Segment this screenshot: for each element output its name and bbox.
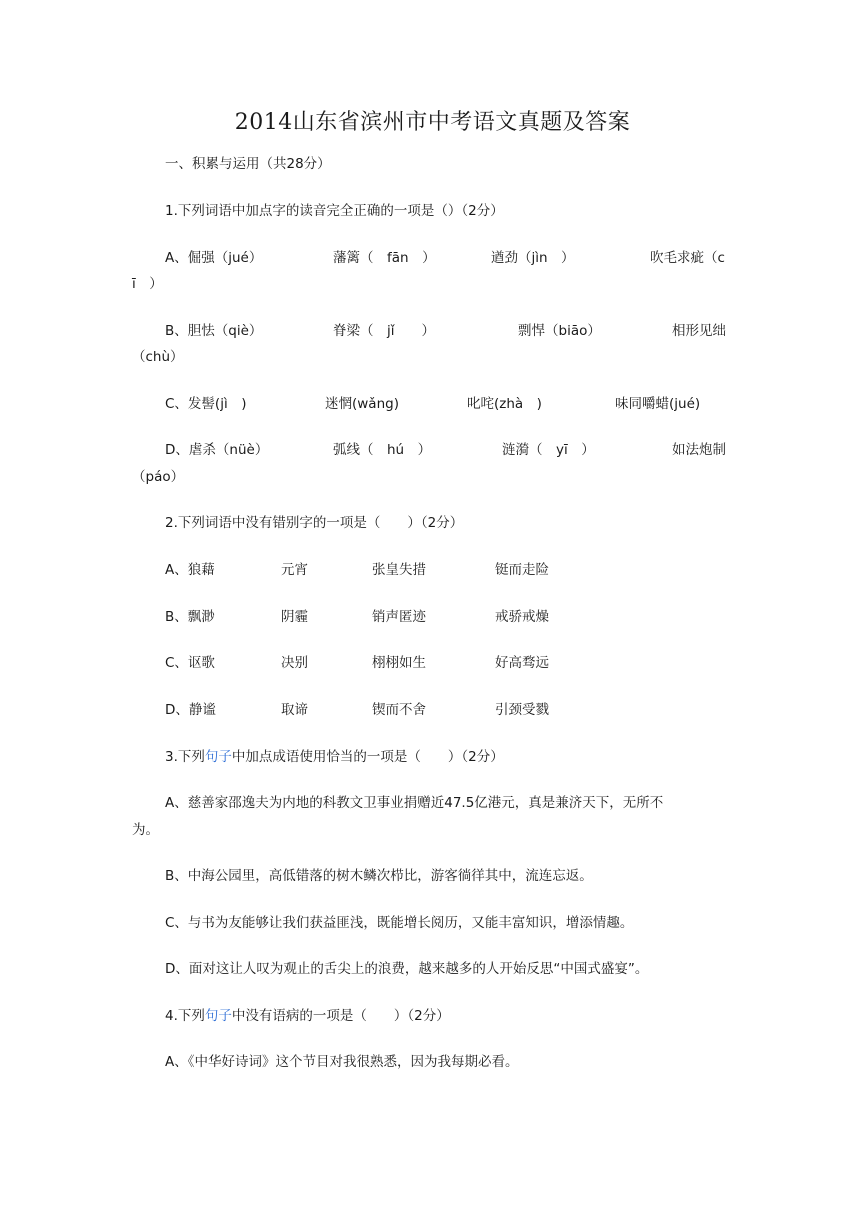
question-1-option-d-wrap: （páo） [132,469,185,485]
q2-d-word-4: 引颈受戮 [495,702,549,718]
section-heading: 一、积累与运用（共28分） [165,156,331,172]
q2-a-word-3: 张皇失措 [372,562,426,578]
q2-a-word-1: A、狼藉 [165,562,215,578]
question-2-stem: 2.下列词语中没有错别字的一项是（ ）（2分） [165,515,464,531]
question-4-stem [165,1006,450,1026]
q3-sentence-link[interactable]: 句子 [204,749,232,765]
q3-stem-post: 中加点成语使用恰当的一项是（ ）（2分） [231,749,504,765]
q2-b-word-1: B、飘渺 [165,609,215,625]
question-3-option-a-wrap: 为。 [132,822,159,838]
option-a-word-1: A、倔强（jué） [165,250,263,266]
q2-c-word-4: 好高骛远 [495,655,549,671]
q2-d-word-3: 锲而不舍 [372,702,426,718]
q2-b-word-3: 销声匿迹 [372,609,426,625]
option-c-word-4: 味同嚼蜡(jué) [615,396,701,412]
q4-stem-pre: 4.下列 [165,1008,205,1024]
q2-c-word-3: 栩栩如生 [372,655,426,671]
document-title: 2014山东省滨州市中考语文真题及答案 [234,110,631,135]
option-a-word-3: 遒劲（jìn ） [491,250,575,266]
option-d-word-4: 如法炮制 [672,442,726,458]
option-b-word-1: B、胆怯（qiè） [165,323,263,339]
q2-b-word-4: 戒骄戒燥 [495,609,549,625]
q2-a-word-2: 元宵 [281,562,308,578]
q2-b-word-2: 阴霾 [281,609,308,625]
question-3-option-b: B、中海公园里，高低错落的树木鳞次栉比，游客徜徉其中，流连忘返。 [165,868,593,884]
option-b-word-4: 相形见绌 [672,323,726,339]
question-3-stem [165,747,504,767]
q2-a-word-4: 铤而走险 [495,562,549,578]
option-b-word-2: 脊梁（ jǐ ） [333,323,436,339]
q2-c-word-2: 决别 [281,655,308,671]
q4-stem-post: 中没有语病的一项是（ ）（2分） [231,1008,450,1024]
option-c-word-1: C、发髻(jì ) [165,396,247,412]
question-1-stem: 1.下列词语中加点字的读音完全正确的一项是（）（2分） [165,203,504,219]
option-d-word-2: 弧线（ hú ） [333,442,432,458]
q2-d-word-2: 取谛 [281,702,308,718]
option-c-word-2: 迷惘(wǎng) [325,396,399,412]
question-3-option-a: A、慈善家邵逸夫为内地的科教文卫事业捐赠近47.5亿港元，真是兼济天下，无所不 [165,795,664,811]
option-a-word-2: 藩篱（ fān ） [333,250,436,266]
question-3-option-d: D、面对这让人叹为观止的舌尖上的浪费，越来越多的人开始反思“中国式盛宴”。 [165,961,649,977]
option-d-word-1: D、虐杀（nüè） [165,442,269,458]
q4-sentence-link[interactable]: 句子 [204,1008,232,1024]
option-a-word-4: 吹毛求疵（c [650,250,725,266]
question-1-option-a-wrap: ī ） [132,276,163,292]
q2-d-word-1: D、静谧 [165,702,216,718]
question-3-option-c: C、与书为友能够让我们获益匪浅，既能增长阅历，又能丰富知识，增添情趣。 [165,915,634,931]
q2-c-word-1: C、讴歌 [165,655,215,671]
option-b-word-3: 剽悍（biāo） [518,323,601,339]
q3-stem-pre: 3.下列 [165,749,205,765]
question-4-option-a: A、《中华好诗词》这个节目对我很熟悉，因为我每期必看。 [165,1054,519,1070]
option-d-word-3: 涟漪（ yī ） [502,442,595,458]
question-1-option-b-wrap: （chù） [132,349,184,365]
option-c-word-3: 叱咤(zhà ) [467,396,542,412]
